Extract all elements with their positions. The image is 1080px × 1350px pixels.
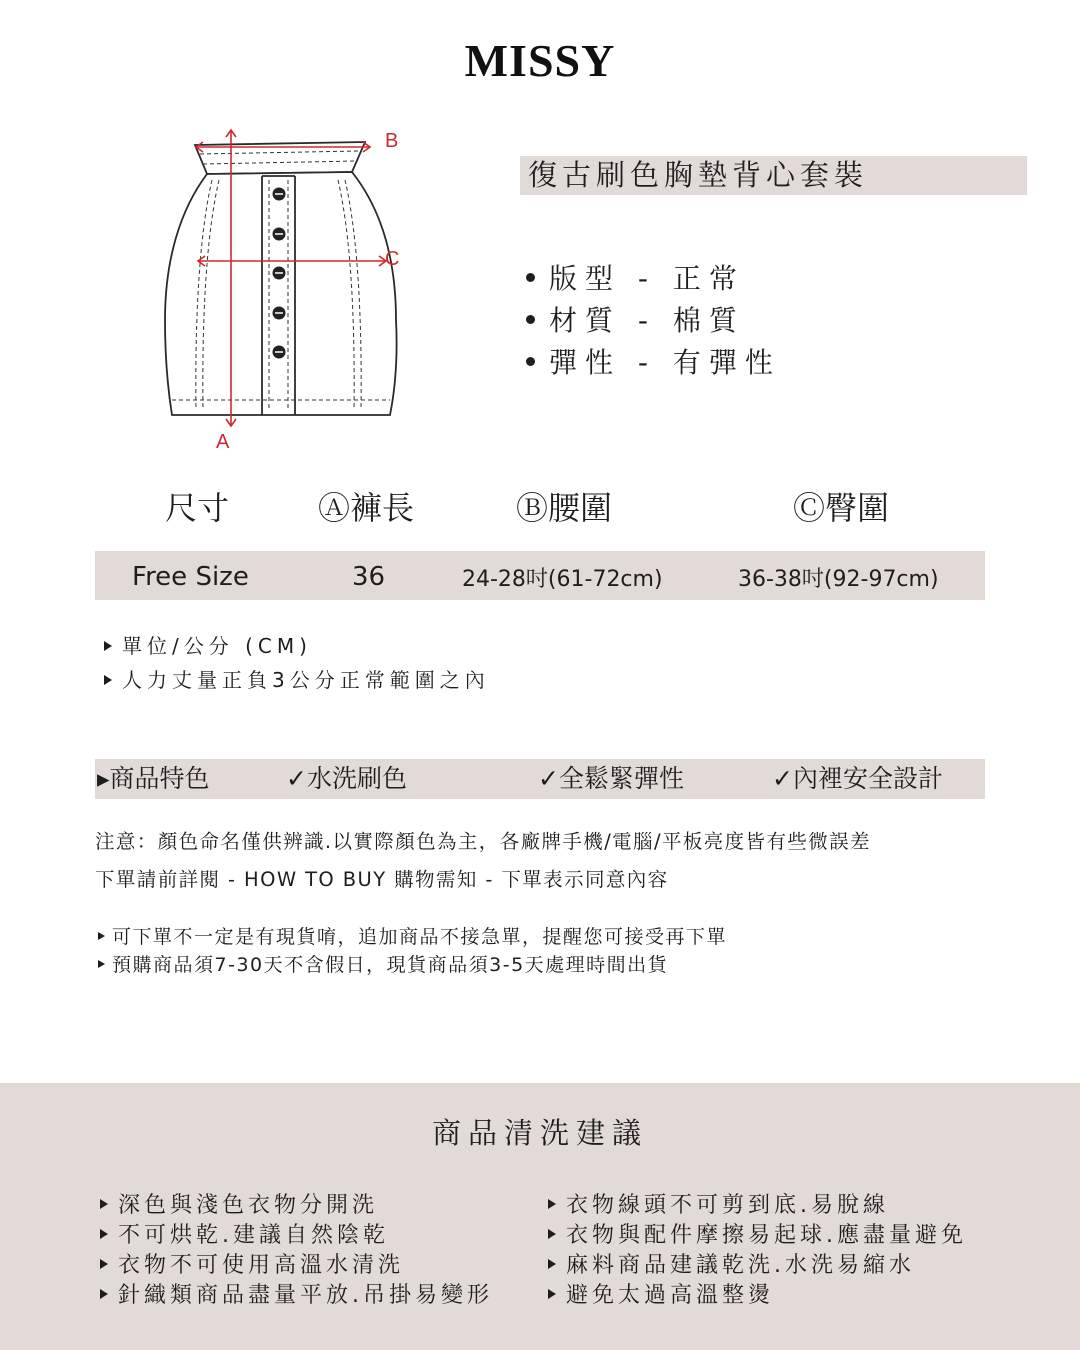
triangle-bullet-icon (100, 1289, 108, 1299)
care-item: 避免太過高溫整燙 (548, 1281, 774, 1311)
bullet-dot-icon (526, 315, 535, 324)
shipping-item: 可下單不一定是有現貨唷，追加商品不接急單，提醒您可接受再下單 (98, 924, 727, 950)
label-b: B (385, 130, 399, 152)
spec-item: 彈性 - 有彈性 (526, 345, 781, 381)
note-item: 人力丈量正負3公分正常範圍之內 (104, 666, 490, 694)
brand-logo: MISSY (464, 35, 616, 86)
triangle-bullet-icon (548, 1289, 556, 1299)
care-item: 衣物與配件摩擦易起球.應盡量避免 (548, 1221, 967, 1251)
attention-line: 注意：顏色命名僅供辨識.以實際顏色為主，各廠牌手機/電腦/平板亮度皆有些微誤差 (95, 830, 871, 853)
spec-item: 材質 - 棉質 (526, 303, 745, 339)
header-hip: Ⓒ臀圍 (793, 489, 890, 527)
care-item: 針織類商品盡量平放.吊掛易變形 (100, 1281, 493, 1311)
feature-heading: ▸商品特色 (97, 764, 210, 793)
header-size: 尺寸 (165, 489, 230, 527)
triangle-bullet-icon (98, 960, 105, 968)
triangle-bullet-icon (548, 1259, 556, 1269)
product-title: 復古刷色胸墊背心套裝 (528, 158, 869, 192)
triangle-bullet-icon (98, 932, 105, 940)
cell-size: Free Size (132, 562, 249, 592)
triangle-bullet-icon (100, 1259, 108, 1269)
triangle-bullet-icon (104, 675, 112, 685)
label-a: A (216, 431, 230, 453)
attention-line: 下單請前詳閱 - HOW TO BUY 購物需知 - 下單表示同意內容 (95, 868, 669, 891)
bullet-dot-icon (526, 357, 535, 366)
triangle-bullet-icon (104, 641, 112, 651)
care-item: 衣物線頭不可剪到底.易脫線 (548, 1191, 889, 1221)
triangle-bullet-icon (548, 1229, 556, 1239)
cell-hip: 36-38吋(92-97cm) (738, 567, 939, 592)
skirt-diagram (155, 122, 415, 457)
triangle-bullet-icon (100, 1229, 108, 1239)
cell-length: 36 (352, 562, 386, 592)
feature-item: ✓水洗刷色 (286, 764, 407, 793)
care-item: 深色與淺色衣物分開洗 (100, 1191, 378, 1221)
note-item: 單位/公分 (CM) (104, 632, 312, 660)
feature-item: ✓內裡安全設計 (772, 764, 943, 793)
feature-item: ✓全鬆緊彈性 (538, 764, 684, 793)
header-length: Ⓐ褲長 (318, 489, 415, 527)
shipping-item: 預購商品須7-30天不含假日，現貨商品須3-5天處理時間出貨 (98, 952, 668, 978)
header-waist: Ⓑ腰圍 (516, 489, 613, 527)
triangle-bullet-icon (100, 1199, 108, 1209)
care-item: 麻料商品建議乾洗.水洗易縮水 (548, 1251, 915, 1281)
bullet-dot-icon (526, 273, 535, 282)
triangle-bullet-icon (548, 1199, 556, 1209)
care-item: 不可烘乾.建議自然陰乾 (100, 1221, 389, 1251)
label-c: C (385, 248, 400, 270)
care-title: 商品清洗建議 (431, 1116, 648, 1150)
cell-waist: 24-28吋(61-72cm) (462, 567, 663, 592)
care-item: 衣物不可使用高溫水清洗 (100, 1251, 404, 1281)
spec-item: 版型 - 正常 (526, 261, 745, 297)
